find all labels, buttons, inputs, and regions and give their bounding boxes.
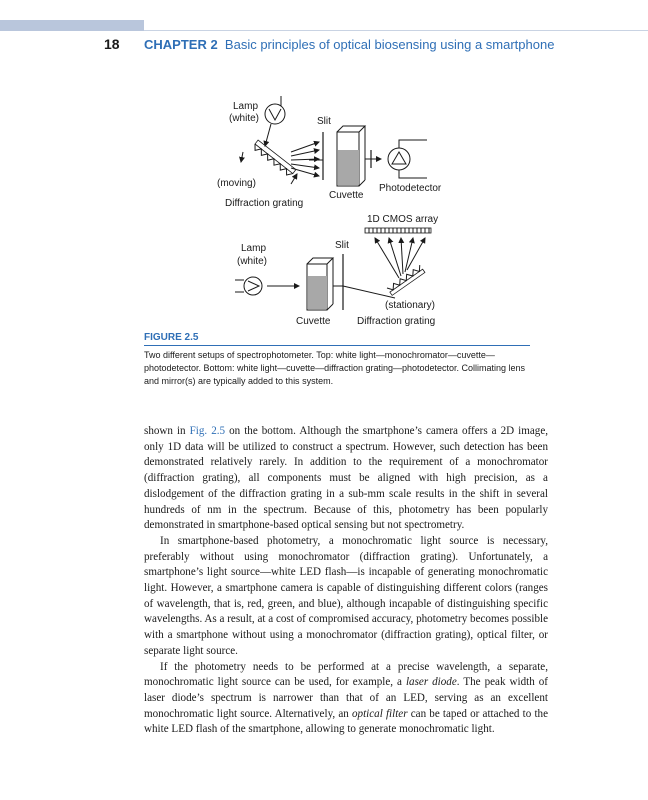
photodetector-icon [388,140,427,178]
photodetector-label: Photodetector [379,183,442,194]
top-setup [217,96,442,209]
figure-reference-link[interactable]: Fig. 2.5 [189,425,226,437]
p1-rest: on the bottom. Although the smartphone’s camera offers a 2D image, only 1D data will be utilized to construct a spectrum. However, such detection has been demonstrated relatively rarely. In addition to the requirement of a monochromator (diffraction grating), all components must be aligned with high precision, as a dislodgement of the diffraction grating in a sub-mm scale results in the shift in several hundreds of nm in the spectrum. Because of this, photometry has been popularly demonstrated in smartphone-based optical sensing but not spectrometry. [144,425,549,532]
chapter-label: CHAPTER 2 [144,37,218,52]
caption-rule [144,345,530,346]
cuvette-top-icon [337,126,365,186]
header-rule [144,30,648,31]
p3-part-b: . The peak width of laser diode’s spectrum is narrower than that of an LED, serving as an excellent monochromatic light source. Alternatively, an [144,676,548,720]
spectrophotometer-figure [195,92,465,332]
p3-emphasis-laser: laser diode [405,676,457,689]
body-text [144,424,548,738]
grating-top-icon [252,140,296,177]
running-header [0,36,648,56]
header-accent-bar [0,20,144,31]
bottom-setup [235,214,438,327]
slit-top-label: Slit [317,116,331,127]
grating-top-label: Diffraction grating [225,198,304,209]
stationary-label: (stationary) [385,300,436,311]
p3-part-a: If the photometry needs to be performed at a precise wavelength, a separate, monochromatic light source can be used, for example, a [144,660,548,689]
lamp-top-sublabel: (white) [229,113,260,124]
moving-label: (moving) [217,178,256,189]
slit-bottom-label: Slit [335,240,349,251]
paragraph-3 [144,660,548,739]
cuvette-bottom-icon [307,258,333,310]
cuvette-bottom-label: Cuvette [296,316,331,327]
p1-start: shown in [144,425,186,437]
lamp-bottom-icon [235,277,262,295]
paragraph-2: In smartphone-based photometry, a monochromatic light source is necessary, preferably without using monochromator (diffraction grating). Unfortunately, a smartphone’s light source—white LED flash—is incapable of generating monochromatic light. However, a smartphone camera is capable of distinguishing different colors (ranges of wavelength, that is, red, green, and blue), although incapable of distinguishing specific wavelengths. As a result, at a cost of compromised accuracy, photometry becomes possible with a smartphone without using a monochromator (diffraction grating), optical filter, or separate light source. [144,534,548,657]
lamp-bottom-label: Lamp [241,243,267,254]
lamp-bottom-sublabel: (white) [237,256,268,267]
figure-caption: Two different setups of spectrophotometer. Top: white light—monochromator—cuvette—photodetector. Bottom: white light—cuvette—diffraction grating—photodetector. Collimating lens and mirror(s) are typically added to this system. [144,350,526,386]
page-number: 18 [104,36,120,52]
paragraph-1 [144,424,548,534]
cmos-label: 1D CMOS array [367,214,439,225]
grating-bottom-label: Diffraction grating [357,316,436,327]
figure-number: FIGURE 2.5 [144,332,199,343]
chapter-heading [144,37,554,52]
chapter-title: Basic principles of optical biosensing using a smartphone [224,37,555,52]
cmos-array-icon [365,228,431,233]
lamp-top-icon [265,96,285,124]
p3-part-c: can be taped or attached to the white LED flash of the smartphone, allowing to generate monochromatic light. [144,707,548,736]
cuvette-top-label: Cuvette [329,190,364,201]
p3-emphasis-filter: optical filter [351,707,408,720]
lamp-top-label: Lamp [233,101,259,112]
